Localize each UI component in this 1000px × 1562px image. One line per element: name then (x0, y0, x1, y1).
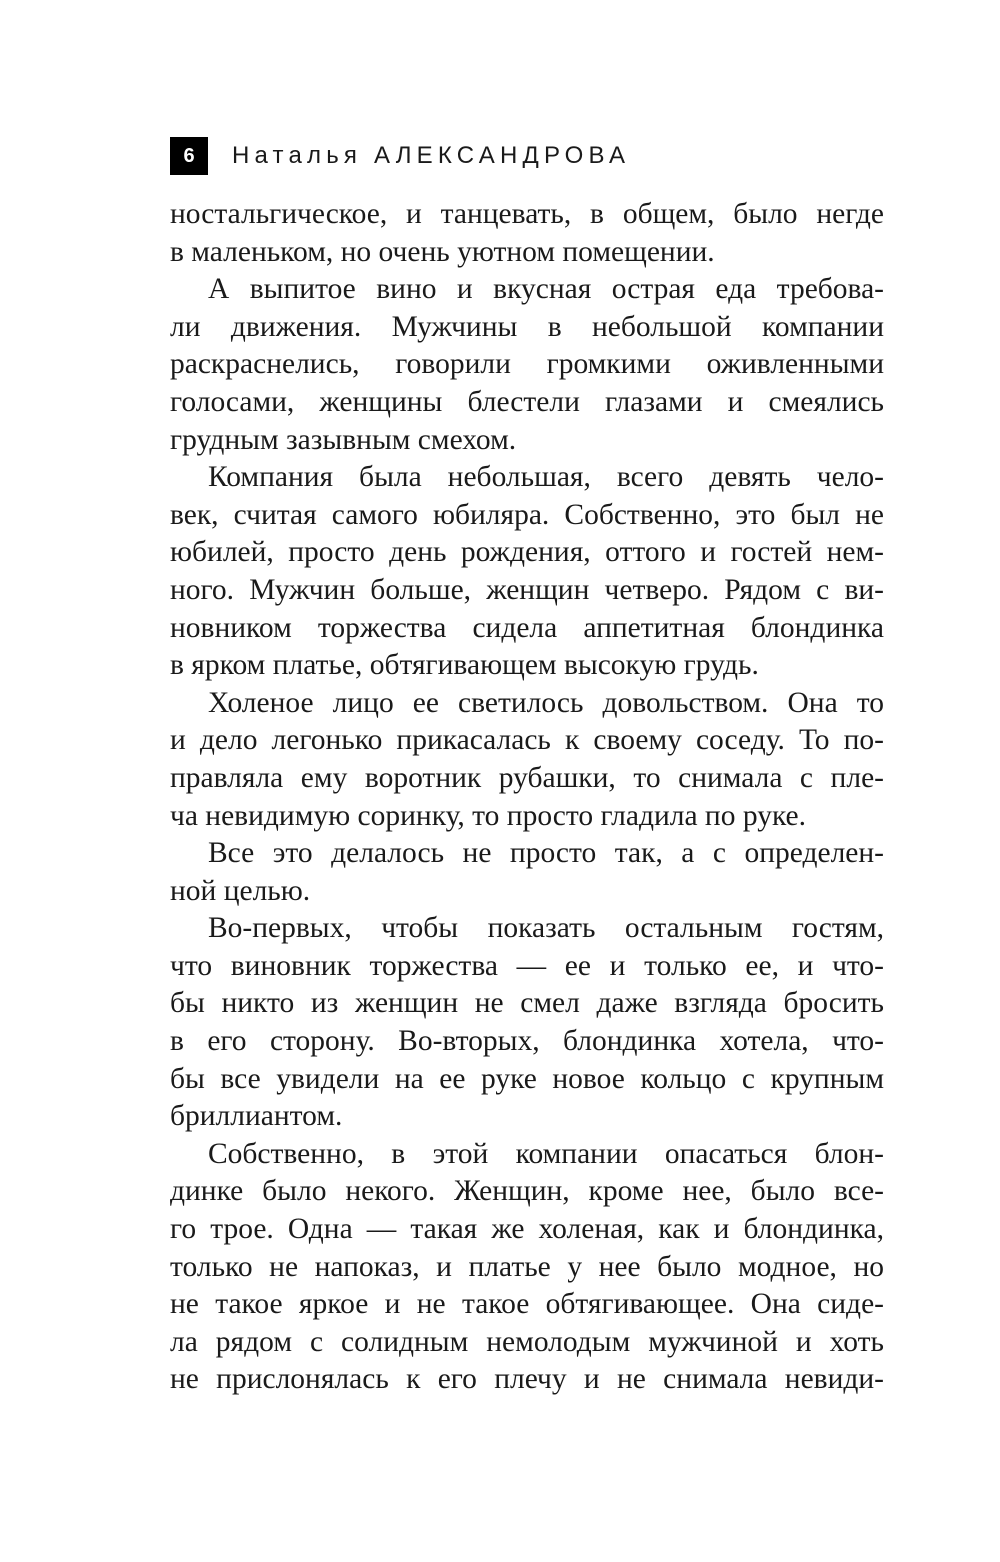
text-line: бы никто из женщин не смел даже взгляда бросить (170, 987, 884, 1020)
text-line: ча невидимую соринку, то просто гладила по руке. (170, 799, 807, 832)
text-line: раскраснелись, говорили громкими оживленными (170, 348, 884, 381)
text-line: ного. Мужчин больше, женщин четверо. Рядом с ви- (170, 573, 884, 606)
text-line: Все это делалось не просто так, а с определен- (208, 837, 884, 870)
text-line: бы все увидели на ее руке новое кольцо с крупным (170, 1062, 884, 1095)
page-number: 6 (170, 137, 208, 175)
text-line: и дело легонько прикасалась к своему соседу. То по- (170, 724, 884, 757)
text-line: в маленьком, но очень уютном помещении. (170, 235, 715, 268)
text-line: голосами, женщины блестели глазами и смеялись (170, 385, 884, 418)
text-line: Холеное лицо ее светилось довольством. Она то (208, 686, 884, 719)
author-name: Наталья АЛЕКСАНДРОВА (232, 142, 631, 169)
text-line: динке было некого. Женщин, кроме нее, было все- (170, 1175, 884, 1208)
text-line: только не напоказ, и платье у нее было модное, но (170, 1250, 884, 1283)
body-text (170, 196, 884, 1399)
text-line: ли движения. Мужчины в небольшой компании (170, 310, 884, 343)
text-line: ла рядом с солидным немолодым мужчиной и хоть (170, 1325, 884, 1358)
text-line: Во-первых, чтобы показать остальным гостям, (208, 912, 884, 945)
text-line: новником торжества сидела аппетитная блондинка (170, 611, 884, 644)
text-line: го трое. Одна — такая же холеная, как и блондинка, (170, 1213, 884, 1246)
text-line: не такое яркое и не такое обтягивающее. Она сиде- (170, 1288, 884, 1321)
text-line: в ярком платье, обтягивающем высокую грудь. (170, 649, 759, 682)
text-line: грудным зазывным смехом. (170, 423, 517, 456)
running-head (170, 136, 630, 176)
text-line: Собственно, в этой компании опасаться блон- (208, 1137, 884, 1170)
text-line: ностальгическое, и танцевать, в общем, было негде (170, 198, 884, 230)
text-line: Компания была небольшая, всего девять чело- (208, 461, 884, 494)
text-line: что виновник торжества — ее и только ее, и что- (170, 949, 884, 982)
text-line: правляла ему воротник рубашки, то снимала с пле- (170, 761, 884, 794)
text-line: А выпитое вино и вкусная острая еда требова- (208, 273, 884, 306)
text-line: бриллиантом. (170, 1100, 343, 1133)
text-line: век, считая самого юбиляра. Собственно, это был не (170, 498, 884, 531)
text-line: не прислонялась к его плечу и не снимала невиди- (170, 1363, 884, 1396)
text-line: юбилей, просто день рождения, оттого и гостей нем- (170, 536, 884, 569)
text-line: ной целью. (170, 874, 311, 907)
text-line: в его сторону. Во-вторых, блондинка хотела, что- (170, 1025, 884, 1058)
